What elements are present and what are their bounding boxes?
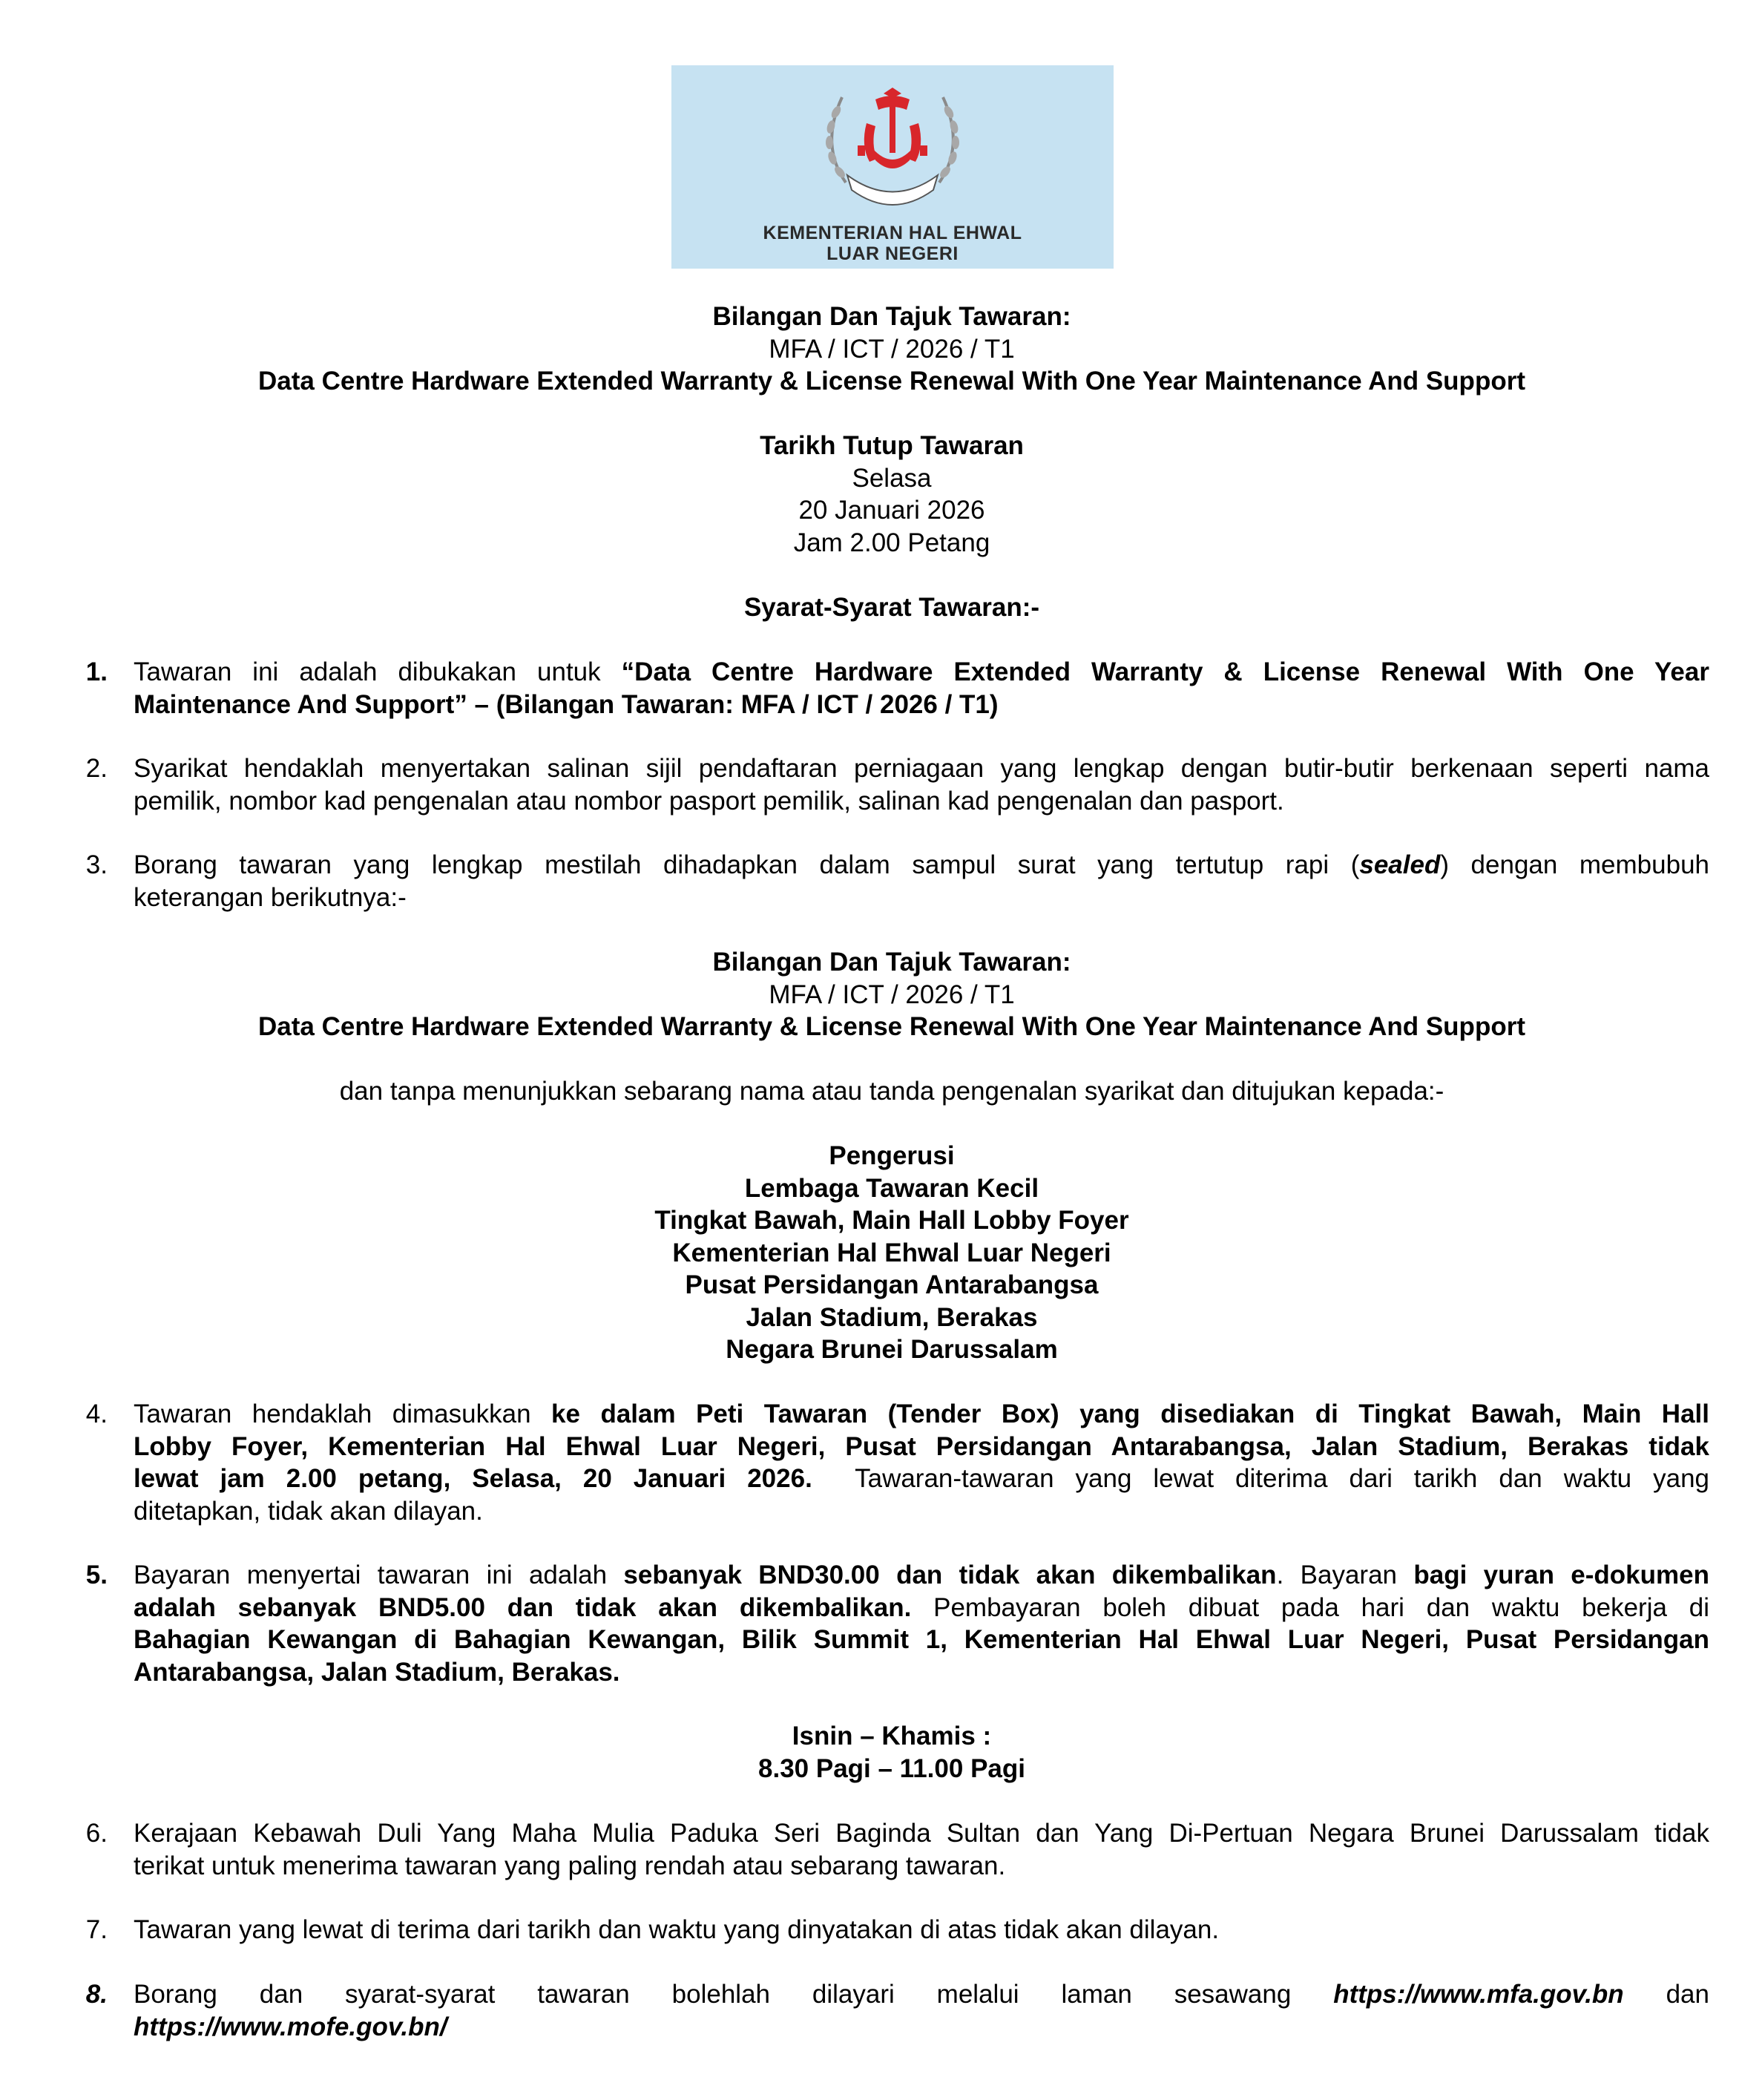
closing-day: Selasa xyxy=(852,463,932,493)
address-line: Pusat Persidangan Antarabangsa xyxy=(685,1270,1099,1299)
item-bold-text: lewat jam 2.00 petang, Selasa, 20 Januari 2026. xyxy=(134,1464,812,1493)
envelope-title: Data Centre Hardware Extended Warranty & License Renewal With One Year Maintenance And Support xyxy=(258,1012,1525,1041)
conditions-label: Syarat-Syarat Tawaran:- xyxy=(743,593,1040,622)
closing-label: Tarikh Tutup Tawaran xyxy=(760,431,1024,460)
item-text: ditetapkan, tidak akan dilayan. xyxy=(134,1496,483,1526)
item-text: Syarikat hendaklah menyertakan salinan sijil pendaftaran perniagaan yang lengkap dengan butir-butir berkenaan seperti nama xyxy=(134,754,1709,783)
logo-text-line1: KEMENTERIAN HAL EHWAL xyxy=(763,223,1022,243)
item-text: Tawaran ini adalah dibukakan untuk xyxy=(134,657,622,686)
office-time: 8.30 Pagi – 11.00 Pagi xyxy=(758,1753,1025,1783)
address-line: Lembaga Tawaran Kecil xyxy=(744,1173,1039,1203)
item-text: ) dengan membubuh xyxy=(1440,850,1709,879)
address-line: Tingkat Bawah, Main Hall Lobby Foyer xyxy=(654,1206,1129,1235)
item-text: Kerajaan Kebawah Duli Yang Maha Mulia Paduka Seri Baginda Sultan dan Yang Di-Pertuan Negara Brunei Darussalam tidak xyxy=(134,1819,1709,1848)
item-text: Tawaran yang lewat di terima dari tarikh dan waktu yang dinyatakan di atas tidak akan dilayan. xyxy=(134,1915,1220,1944)
mfa-website-link[interactable]: https://www.mfa.gov.bn xyxy=(1333,1980,1624,2009)
item-text: pemilik, nombor kad pengenalan atau nombor pasport pemilik, salinan kad pengenalan dan pasport. xyxy=(134,786,1284,816)
document-header xyxy=(74,301,1709,398)
envelope-note xyxy=(74,1075,1709,1108)
address-line: Pengerusi xyxy=(829,1141,955,1170)
office-days: Isnin – Khamis : xyxy=(792,1722,992,1750)
item-text: dan xyxy=(1623,1980,1709,2009)
item-number: 3. xyxy=(85,850,108,879)
item-bold-text: sebanyak BND30.00 dan tidak akan dikembalikan xyxy=(623,1561,1277,1589)
item-bold-text: Maintenance And Support” – (Bilangan Tawaran: MFA / ICT / 2026 / T1) xyxy=(134,689,999,719)
item-text: Tawaran hendaklah dimasukkan xyxy=(134,1400,552,1428)
item-text: Borang dan syarat-syarat tawaran bolehlah dilayari melalui laman sesawang xyxy=(134,1980,1334,2009)
envelope-header xyxy=(74,946,1709,1043)
tender-ref: MFA / ICT / 2026 / T1 xyxy=(769,334,1015,364)
ministry-logo xyxy=(671,65,1114,269)
item-text: Bayaran menyertai tawaran ini adalah xyxy=(134,1561,624,1589)
item-bold-text: Bahagian Kewangan di Bahagian Kewangan, Bilik Summit 1, Kementerian Hal Ehwal Luar Negeri, Pusat Persidangan xyxy=(134,1625,1709,1654)
item-text: Pembayaran boleh dibuat pada hari dan waktu bekerja di xyxy=(911,1592,1709,1622)
item-number: 4. xyxy=(85,1400,108,1428)
closing-date: 20 Januari 2026 xyxy=(798,496,985,525)
item-text: terikat untuk menerima tawaran yang paling rendah atau sebarang tawaran. xyxy=(134,1851,1006,1880)
mofe-website-link[interactable]: https://www.mofe.gov.bn/ xyxy=(134,2012,447,2041)
item-text: keterangan berikutnya:- xyxy=(134,882,407,912)
office-hours xyxy=(74,1720,1709,1785)
address-line: Kementerian Hal Ehwal Luar Negeri xyxy=(672,1238,1111,1267)
item-number: 1. xyxy=(85,657,108,686)
item-number: 2. xyxy=(85,754,108,783)
closing-info xyxy=(74,430,1709,559)
item-text: . Bayaran xyxy=(1276,1561,1414,1589)
item-number: 5. xyxy=(85,1561,108,1589)
address-block xyxy=(74,1140,1709,1366)
item-number: 6. xyxy=(85,1819,108,1848)
conditions-heading xyxy=(74,591,1709,624)
envelope-note-text: dan tanpa menunjukkan sebarang nama atau tanda pengenalan syarikat dan ditujukan kepada:- xyxy=(339,1077,1444,1106)
address-line: Negara Brunei Darussalam xyxy=(726,1335,1058,1364)
item-number: 7. xyxy=(85,1915,108,1944)
item-bold-text: adalah sebanyak BND5.00 dan tidak akan dikembalikan. xyxy=(134,1592,912,1622)
crest-emblem xyxy=(801,71,984,220)
tender-title: Data Centre Hardware Extended Warranty & License Renewal With One Year Maintenance And Support xyxy=(258,367,1525,396)
closing-time: Jam 2.00 Petang xyxy=(793,528,990,557)
item-bold-text: Antarabangsa, Jalan Stadium, Berakas. xyxy=(134,1657,620,1687)
item-bold-text: Lobby Foyer, Kementerian Hal Ehwal Luar Negeri, Pusat Persidangan Antarabangsa, Jalan Stadium, Berakas tidak xyxy=(134,1431,1709,1461)
item-text: Borang tawaran yang lengkap mestilah dihadapkan dalam sampul surat yang tertutup rapi ( xyxy=(134,850,1360,879)
title-label: Bilangan Dan Tajuk Tawaran: xyxy=(712,302,1071,331)
item-emphasis: sealed xyxy=(1359,850,1441,879)
item-number: 8. xyxy=(85,1980,108,2009)
item-bold-text: ke dalam Peti Tawaran (Tender Box) yang disediakan di Tingkat Bawah, Main Hall xyxy=(551,1400,1709,1428)
item-bold-text: bagi yuran e-dokumen xyxy=(1413,1561,1709,1589)
envelope-ref: MFA / ICT / 2026 / T1 xyxy=(769,980,1015,1009)
item-text: Tawaran-tawaran yang lewat diterima dari tarikh dan waktu yang xyxy=(812,1464,1709,1493)
envelope-title-label: Bilangan Dan Tajuk Tawaran: xyxy=(712,948,1071,977)
item-bold-text: “Data Centre Hardware Extended Warranty & License Renewal With One Year xyxy=(621,657,1709,686)
address-line: Jalan Stadium, Berakas xyxy=(746,1302,1038,1332)
logo-text-line2: LUAR NEGERI xyxy=(826,243,959,264)
